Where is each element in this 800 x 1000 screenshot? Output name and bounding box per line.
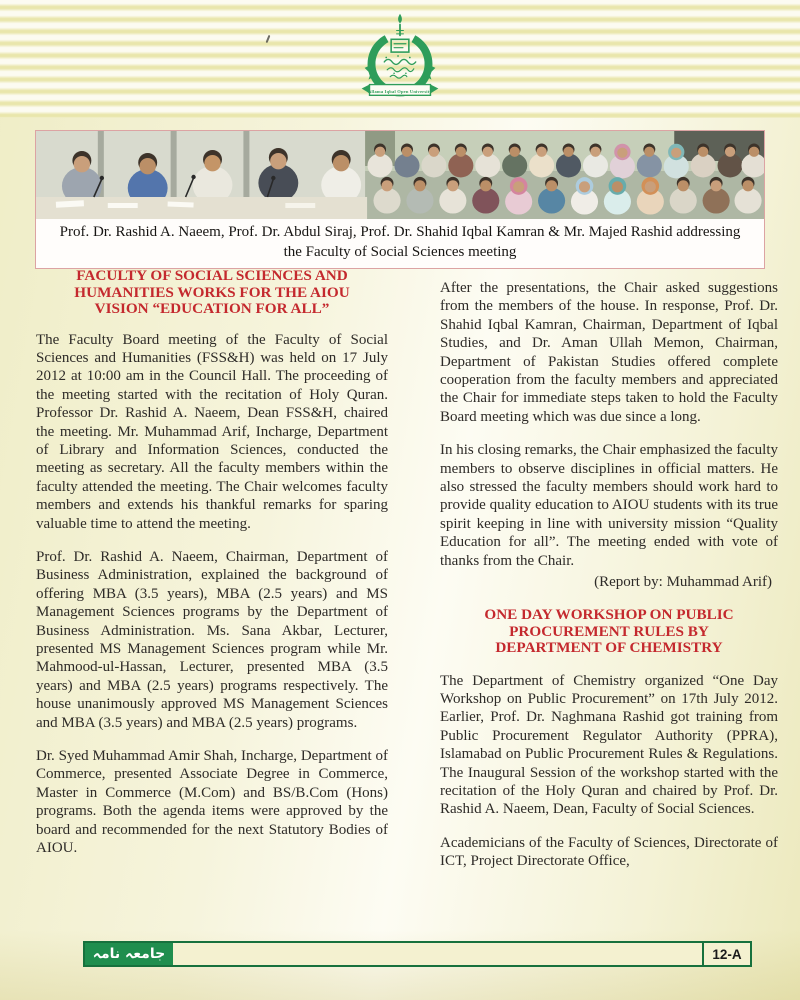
paragraph: Academicians of the Faculty of Sciences, Directorate of ICT, Project Directorate Office,	[440, 834, 778, 870]
heading-line: HUMANITIES WORKS FOR THE AIOU	[74, 283, 350, 301]
university-crest-icon	[341, 10, 459, 106]
photo-caption-line-2: the Faculty of Social Sciences meeting	[283, 244, 517, 260]
footer-spacer	[173, 943, 702, 965]
aiou-crest-logo	[341, 10, 459, 106]
left-column	[36, 268, 388, 886]
heading-line: FACULTY OF SOCIAL SCIENCES AND	[76, 267, 348, 284]
page-number: 12-A	[702, 943, 750, 965]
right-column	[440, 268, 778, 886]
heading-line: DEPARTMENT OF CHEMISTRY	[495, 639, 723, 657]
heading-line: PROCUREMENT RULES BY	[509, 622, 709, 640]
newsletter-name-urdu: جامعہ نامہ	[85, 943, 173, 965]
photo-caption-line-1: Prof. Dr. Rashid A. Naeem, Prof. Dr. Abdul Siraj, Prof. Dr. Shahid Iqbal Kamran & Mr. Majed Rashid addressing	[59, 224, 741, 240]
paragraph: Dr. Syed Muhammad Amir Shah, Incharge, Department of Commerce, presented Associate Degree in Commerce, Master in Commerce (M.Com) and BS/B.Com (Hons) programs. Both the agenda items were approved by the board and recommended for the next Statutory Bodies of AIOU.	[36, 748, 388, 857]
paragraph: The Department of Chemistry organized “One Day Workshop on Public Procurement” on 17th July 2012. Earlier, Prof. Dr. Naghmana Rashid got training from Public Procurement Regulator Authority (PPRA), Islamabad on Public Procurement Rules & Regulations. The Inaugural Session of the workshop started with the recitation of the Holy Quran and chaired by Prof. Dr. Rashid A. Naeem, Dean, Faculty of Social Sciences.	[440, 672, 778, 818]
report-byline: (Report by: Muhammad Arif)	[594, 574, 772, 591]
paragraph: After the presentations, the Chair asked suggestions from the members of the house. In response, Prof. Dr. Shahid Iqbal Kamran, Chairman, Department of Iqbal Studies, and Dr. Aman Ullah Memon, Chairman, Department of Pakistan Studies offered complete cooperation from the faculty members and appreciated the Chair for immediate steps taken to hold the Faculty Board meeting which was due since a long.	[440, 280, 778, 425]
paragraph: In his closing remarks, the Chair emphasized the faculty members to observe disciplines in official matters. He also stressed the faculty members should work hard to provide quality education to AIOU students with its true spirit keeping in line with university mission “Quality Education for all”. The meeting ended with vote of thanks from the Chair.	[440, 442, 778, 569]
photo-caption	[36, 219, 764, 268]
meeting-photo-frame	[35, 130, 765, 269]
paragraph: Prof. Dr. Rashid A. Naeem, Chairman, Department of Business Administration, explained the background of offering MBA (3.5 years), MBA (2.5 years) and MS Management Sciences programs by the Department of Business Administration. Ms. Sana Akbar, Lecturer, presented MS Management Sciences program while Mr. Mahmood-ul-Hassan, Lecturer, presented MBA (3.5 years) and MBA (2.5 years) programs respectively. The house unanimously approved MS Management Sciences and MBA (3.5 years) and MBA (2.5 years) programs.	[36, 548, 388, 731]
paragraph: The Faculty Board meeting of the Faculty of Social Sciences and Humanities (FSS&H) was held on 17 July 2012 at 10:00 am in the Council Hall. The proceeding of the meeting started with the recitation of Holy Quran. Professor Dr. Rashid A. Naeem, Dean FSS&H, chaired the meeting. Mr. Muhammad Arif, Incharge, Department of Library and Information Sciences, conducted the meeting as secretary. All the faculty members within the faculty attended the meeting. The Chair welcomes faculty members and extends his thankful remarks for sparing valuable time to attend the meeting.	[36, 331, 388, 532]
footer-bar	[83, 941, 752, 967]
article-columns	[36, 268, 778, 886]
logo-banner-text: Allama Iqbal Open University	[368, 88, 432, 94]
meeting-photo	[36, 131, 764, 219]
left-article-heading	[36, 268, 388, 318]
right-article-heading	[440, 607, 778, 657]
heading-line: VISION “EDUCATION FOR ALL”	[94, 300, 330, 317]
heading-line: ONE DAY WORKSHOP ON PUBLIC	[484, 606, 734, 624]
